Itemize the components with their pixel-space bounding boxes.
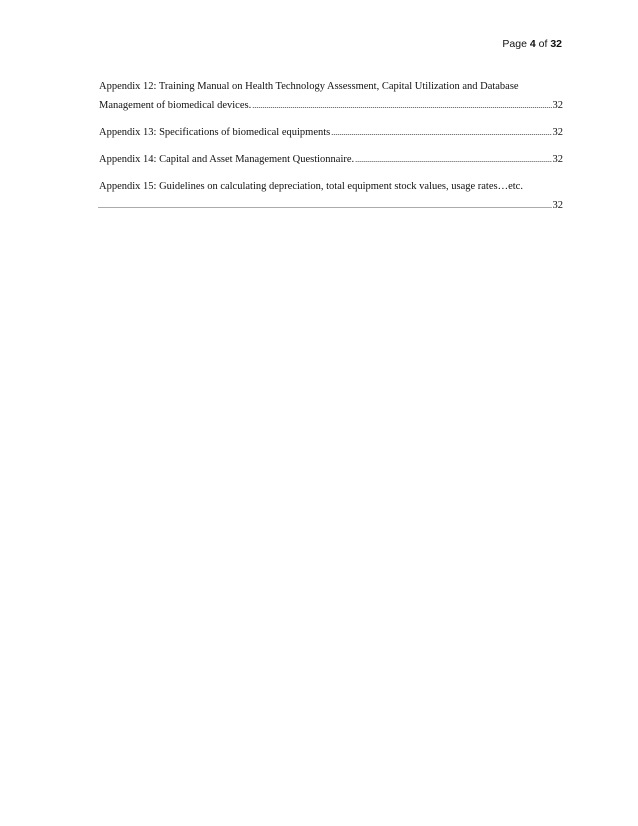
toc-entry-text: Appendix 14: Capital and Asset Management Questionnaire. <box>99 154 355 165</box>
dot-leader <box>355 148 551 171</box>
toc-page-number: 32 <box>552 200 563 211</box>
toc-entry-text: Appendix 12: Training Manual on Health Technology Assessment, Capital Utilization and Database <box>99 81 519 92</box>
toc-entry-appendix-12[interactable] <box>99 75 563 117</box>
of-label: of <box>538 38 548 50</box>
total-pages: 32 <box>550 38 562 50</box>
dot-leader <box>331 121 551 144</box>
toc-page-number: 32 <box>552 154 563 165</box>
dot-leader <box>98 194 552 217</box>
toc-entry-text: Appendix 13: Specifications of biomedical equipments <box>99 127 331 138</box>
toc-entry-appendix-14[interactable] <box>99 148 563 171</box>
dot-leader <box>252 94 551 117</box>
current-page: 4 <box>529 38 536 50</box>
toc-entry-appendix-15[interactable] <box>99 175 563 217</box>
toc-entry-appendix-13[interactable] <box>99 121 563 144</box>
toc-page-number: 32 <box>552 100 563 111</box>
toc-entry-text: Management of biomedical devices. <box>99 100 252 111</box>
page-number <box>502 38 562 50</box>
toc-entry-text: Appendix 15: Guidelines on calculating depreciation, total equipment stock values, usage rates…etc. <box>99 181 523 192</box>
page-prefix: Page <box>502 38 527 50</box>
toc-page-number: 32 <box>552 127 563 138</box>
table-of-contents <box>99 75 563 217</box>
